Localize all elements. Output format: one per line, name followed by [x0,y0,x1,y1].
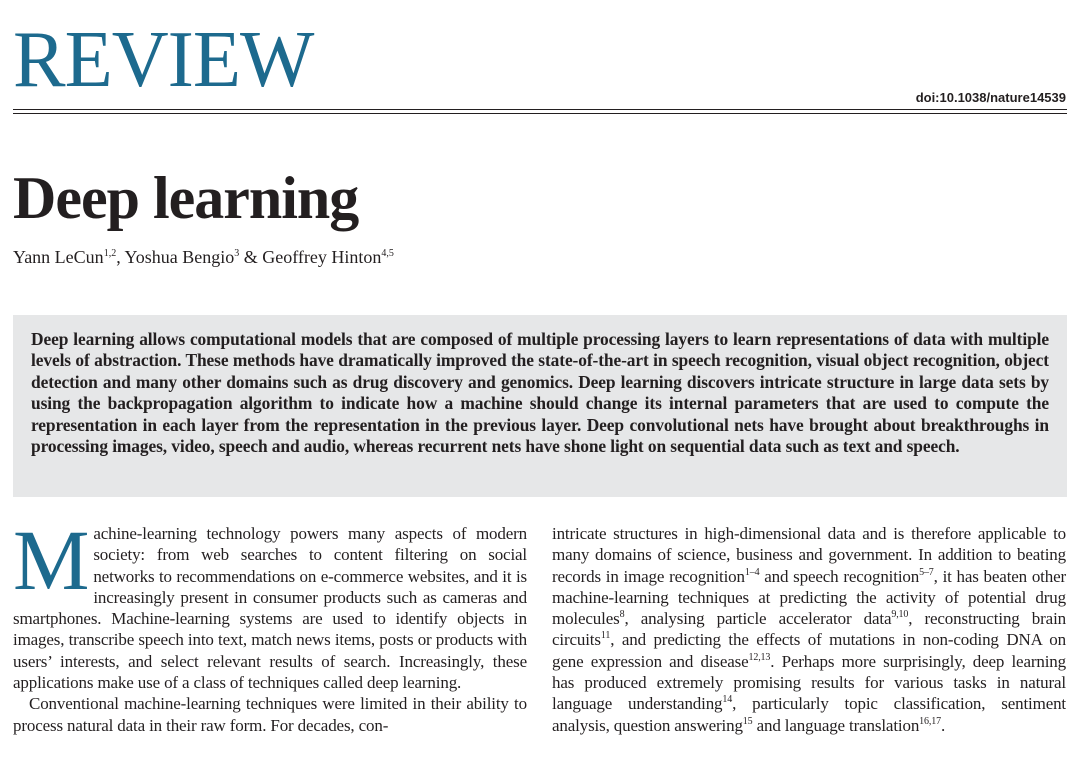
author-name[interactable]: Yoshua Bengio [124,247,235,267]
body-column-left [13,512,527,736]
paragraph-text: achine-learning technology powers many aspects of modern society: from web searches to content filtering on social networks to recommendations on e-commerce websites, and it is increasingly present in consumer products such as cameras and smartphones. Machine-learning systems are used to identify objects in images, transcribe speech into text, match news items, posts or products with users’ interests, and select relevant results of search. Increasingly, these applications make use of a class of techniques called deep learning. [13,524,527,693]
reference-citation[interactable]: 16,17 [919,715,941,727]
author-separator: & [239,247,263,267]
reference-citation[interactable]: 12,13 [748,651,771,663]
paragraph-text: . [940,715,946,735]
author-affiliation: 1,2 [103,248,117,259]
reference-citation[interactable]: 8 [619,609,625,621]
drop-cap: M [13,512,90,608]
author-affiliation: 3 [234,248,240,259]
body-paragraph [552,523,1066,736]
author-affiliation: 4,5 [381,248,394,259]
body-paragraph [13,512,527,693]
paragraph-text: , analysing particle accelerator data [624,609,892,629]
paragraph-text: Conventional machine-learning techniques were limited in their ability to process natural data in their raw form. For decades, con- [13,694,527,735]
author-name[interactable]: Geoffrey Hinton [262,247,382,267]
body-paragraph [13,693,527,736]
author-list [13,246,394,268]
reference-citation[interactable]: 11 [600,630,611,642]
reference-citation[interactable]: 14 [722,694,733,706]
reference-citation[interactable]: 5–7 [919,566,934,578]
paragraph-text: , particularly topic classification, sentiment analysis, question answering [552,694,1067,735]
article-title: Deep learning [13,165,359,231]
abstract-panel [13,315,1067,497]
author-separator: , [116,247,125,267]
author-name[interactable]: Yann LeCun [13,247,104,267]
paragraph-text: , reconstructing brain circuits [552,609,1066,650]
paragraph-text: , and predicting the effects of mutations in non-coding DNA on gene expression and disease [552,630,1066,671]
paragraph-text: intricate structures in high-dimensional data and is therefore applicable to many domains of science, business and government. In addition to beating records in image recognition [552,524,1066,586]
paragraph-text: . Perhaps more surprisingly, deep learning has produced extremely promising results for various tasks in natural language understanding [552,651,1066,714]
paragraph-text: and language translation [752,715,920,735]
body-column-right [552,523,1066,736]
reference-citation[interactable]: 15 [742,715,753,727]
doi-link[interactable]: doi:10.1038/nature14539 [915,90,1066,105]
reference-citation[interactable]: 9,10 [891,609,909,621]
abstract-text: Deep learning allows computational models that are composed of multiple processing layers to learn representations of data with multiple levels of abstraction. These methods have dramatically improved the state-of-the-art in speech recognition, visual object recognition, object detection and many other domains such as drug discovery and genomics. Deep learning discovers intricate structure in large data sets by using the backpropagation algorithm to indicate how a machine should change its internal parameters that are used to compute the representation in each layer from the representation in the previous layer. Deep convolutional nets have brought about breakthroughs in processing images, video, speech and audio, whereas recurrent nets have shone light on sequential data such as text and speech. [31,329,1049,457]
reference-citation[interactable]: 1–4 [744,566,760,578]
header-rule [13,113,1067,114]
section-label: REVIEW [13,16,314,104]
paragraph-text: , it has beaten other machine-learning techniques at predicting the activity of potential drug molecules [552,566,1066,629]
header-rule [13,109,1067,110]
paragraph-text: and speech recognition [759,566,920,586]
